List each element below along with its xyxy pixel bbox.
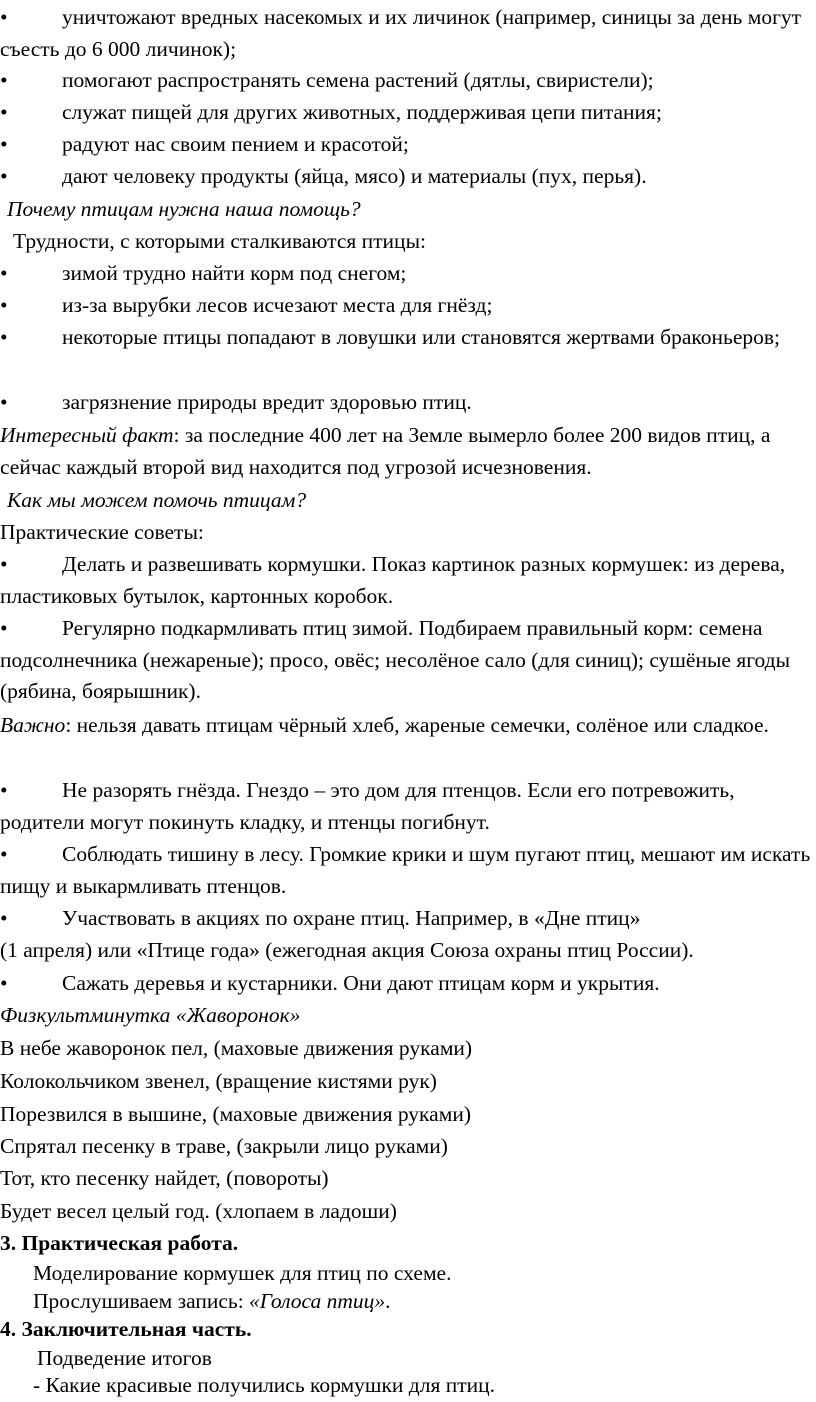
- benefit-text: уничтожают вредных насекомых и их личинок (например, синицы за день могут съесть до 6 000 личинок);: [0, 5, 802, 61]
- tip-text: Не разорять гнёзда. Гнездо – это дом для птенцов. Если его потревожить, родители могут покинуть кладку, и птенцы погибнут.: [0, 778, 735, 834]
- difficulty-text: из-за вырубки лесов исчезают места для гнёзд;: [62, 293, 493, 317]
- practical-line: [33, 1286, 816, 1318]
- bullet-mark: •: [0, 100, 8, 124]
- tip-text: Участвовать в акциях по охране птиц. Например, в «Дне птиц»: [62, 906, 641, 930]
- tip-text: Делать и развешивать кормушки. Показ картинок разных кормушек: из дерева, пластиковых бутылок, картонных коробок.: [0, 552, 786, 608]
- bullet-mark: •: [0, 5, 8, 29]
- important-text: : нельзя давать птицам чёрный хлеб, жареные семечки, солёное или сладкое.: [65, 713, 769, 737]
- bullet-mark: •: [0, 261, 8, 285]
- fact-label: Интересный факт: [0, 423, 174, 447]
- fact-text: : за последние 400 лет на Земле вымерло более 200 видов птиц, а сейчас каждый второй вид находится под угрозой исчезновения.: [0, 423, 771, 479]
- tip-item: [0, 968, 816, 1000]
- difficulty-text: загрязнение природы вредит здоровью птиц.: [62, 390, 472, 414]
- bullet-mark: •: [0, 552, 8, 576]
- tip-text: Сажать деревья и кустарники. Они дают птицам корм и укрытия.: [62, 971, 660, 995]
- why-help-heading: Почему птицам нужна наша помощь?: [7, 197, 361, 221]
- bullet-mark: •: [0, 293, 8, 317]
- difficulty-item: [0, 322, 816, 354]
- important-label: Важно: [0, 713, 66, 737]
- tip-item: [0, 839, 816, 902]
- bullet-mark: •: [0, 132, 8, 156]
- poem-line: Будет весел целый год. (хлопаем в ладоши): [0, 1199, 397, 1223]
- why-help-intro: Трудности, с которыми сталкиваются птицы:: [13, 229, 426, 253]
- difficulty-item: [0, 387, 816, 419]
- tip-text: Соблюдать тишину в лесу. Громкие крики и шум пугают птиц, мешают им искать пищу и выкармливать птенцов.: [0, 842, 811, 898]
- final-line: - Какие красивые получились кормушки для птиц.: [33, 1373, 496, 1397]
- poem-line: Тот, кто песенку найдет, (повороты): [0, 1166, 329, 1190]
- important-note: [0, 710, 816, 742]
- benefit-text: дают человеку продукты (яйца, мясо) и материалы (пух, перья).: [62, 164, 647, 188]
- practical-text: Прослушиваем запись:: [33, 1289, 250, 1313]
- benefit-text: помогают распространять семена растений (дятлы, свиристели);: [62, 68, 654, 92]
- bullet-mark: •: [0, 616, 8, 640]
- final-line: Подведение итогов: [37, 1346, 212, 1370]
- tip-item: [0, 775, 816, 838]
- tip-text: Регулярно подкармливать птиц зимой. Подбираем правильный корм: семена подсолнечника (нежареные); просо, овёс; несолёное сало (для синиц); сушёные ягоды (рябина, боярышник).: [0, 616, 791, 703]
- benefit-text: радуют нас своим пением и красотой;: [62, 132, 409, 156]
- bullet-mark: •: [0, 325, 8, 349]
- benefit-text: служат пищей для других животных, поддерживая цепи питания;: [62, 100, 662, 124]
- difficulty-item: [0, 290, 816, 322]
- poem-line: Порезвился в вышине, (маховые движения руками): [0, 1102, 471, 1126]
- poem-line: Колокольчиком звенел, (вращение кистями рук): [0, 1069, 437, 1093]
- how-help-intro: Практические советы:: [0, 520, 204, 544]
- fizminutka-title: Физкультминутка «Жаворонок»: [0, 1003, 301, 1027]
- bullet-mark: •: [0, 906, 8, 930]
- benefit-item: [0, 97, 816, 129]
- benefit-item: [0, 161, 816, 193]
- poem-line: Спрятал песенку в траве, (закрыли лицо руками): [0, 1134, 448, 1158]
- difficulty-text: зимой трудно найти корм под снегом;: [62, 261, 407, 285]
- practical-heading: 3. Практическая работа.: [0, 1231, 239, 1255]
- bullet-mark: •: [0, 164, 8, 188]
- bullet-mark: •: [0, 778, 8, 802]
- benefit-item: [0, 129, 816, 161]
- tip-item: [0, 549, 816, 612]
- recording-title: «Голоса птиц»: [249, 1289, 386, 1313]
- practical-line: Моделирование кормушек для птиц по схеме.: [33, 1261, 452, 1285]
- tip-item: [0, 903, 816, 935]
- bullet-mark: •: [0, 842, 8, 866]
- benefit-item: [0, 2, 816, 65]
- benefit-item: [0, 65, 816, 97]
- poem-line: В небе жаворонок пел, (маховые движения руками): [0, 1036, 473, 1060]
- bullet-mark: •: [0, 971, 8, 995]
- tip-continuation: (1 апреля) или «Птице года» (ежегодная акция Союза охраны птиц России).: [0, 938, 694, 962]
- final-heading: 4. Заключительная часть.: [0, 1317, 252, 1341]
- how-help-heading: Как мы можем помочь птицам?: [7, 488, 307, 512]
- bullet-mark: •: [0, 390, 8, 414]
- difficulty-item: [0, 258, 816, 290]
- bullet-mark: •: [0, 68, 8, 92]
- practical-text: .: [385, 1289, 391, 1313]
- tip-item: [0, 613, 816, 708]
- interesting-fact: [0, 420, 816, 483]
- difficulty-text: некоторые птицы попадают в ловушки или становятся жертвами браконьеров;: [62, 325, 780, 349]
